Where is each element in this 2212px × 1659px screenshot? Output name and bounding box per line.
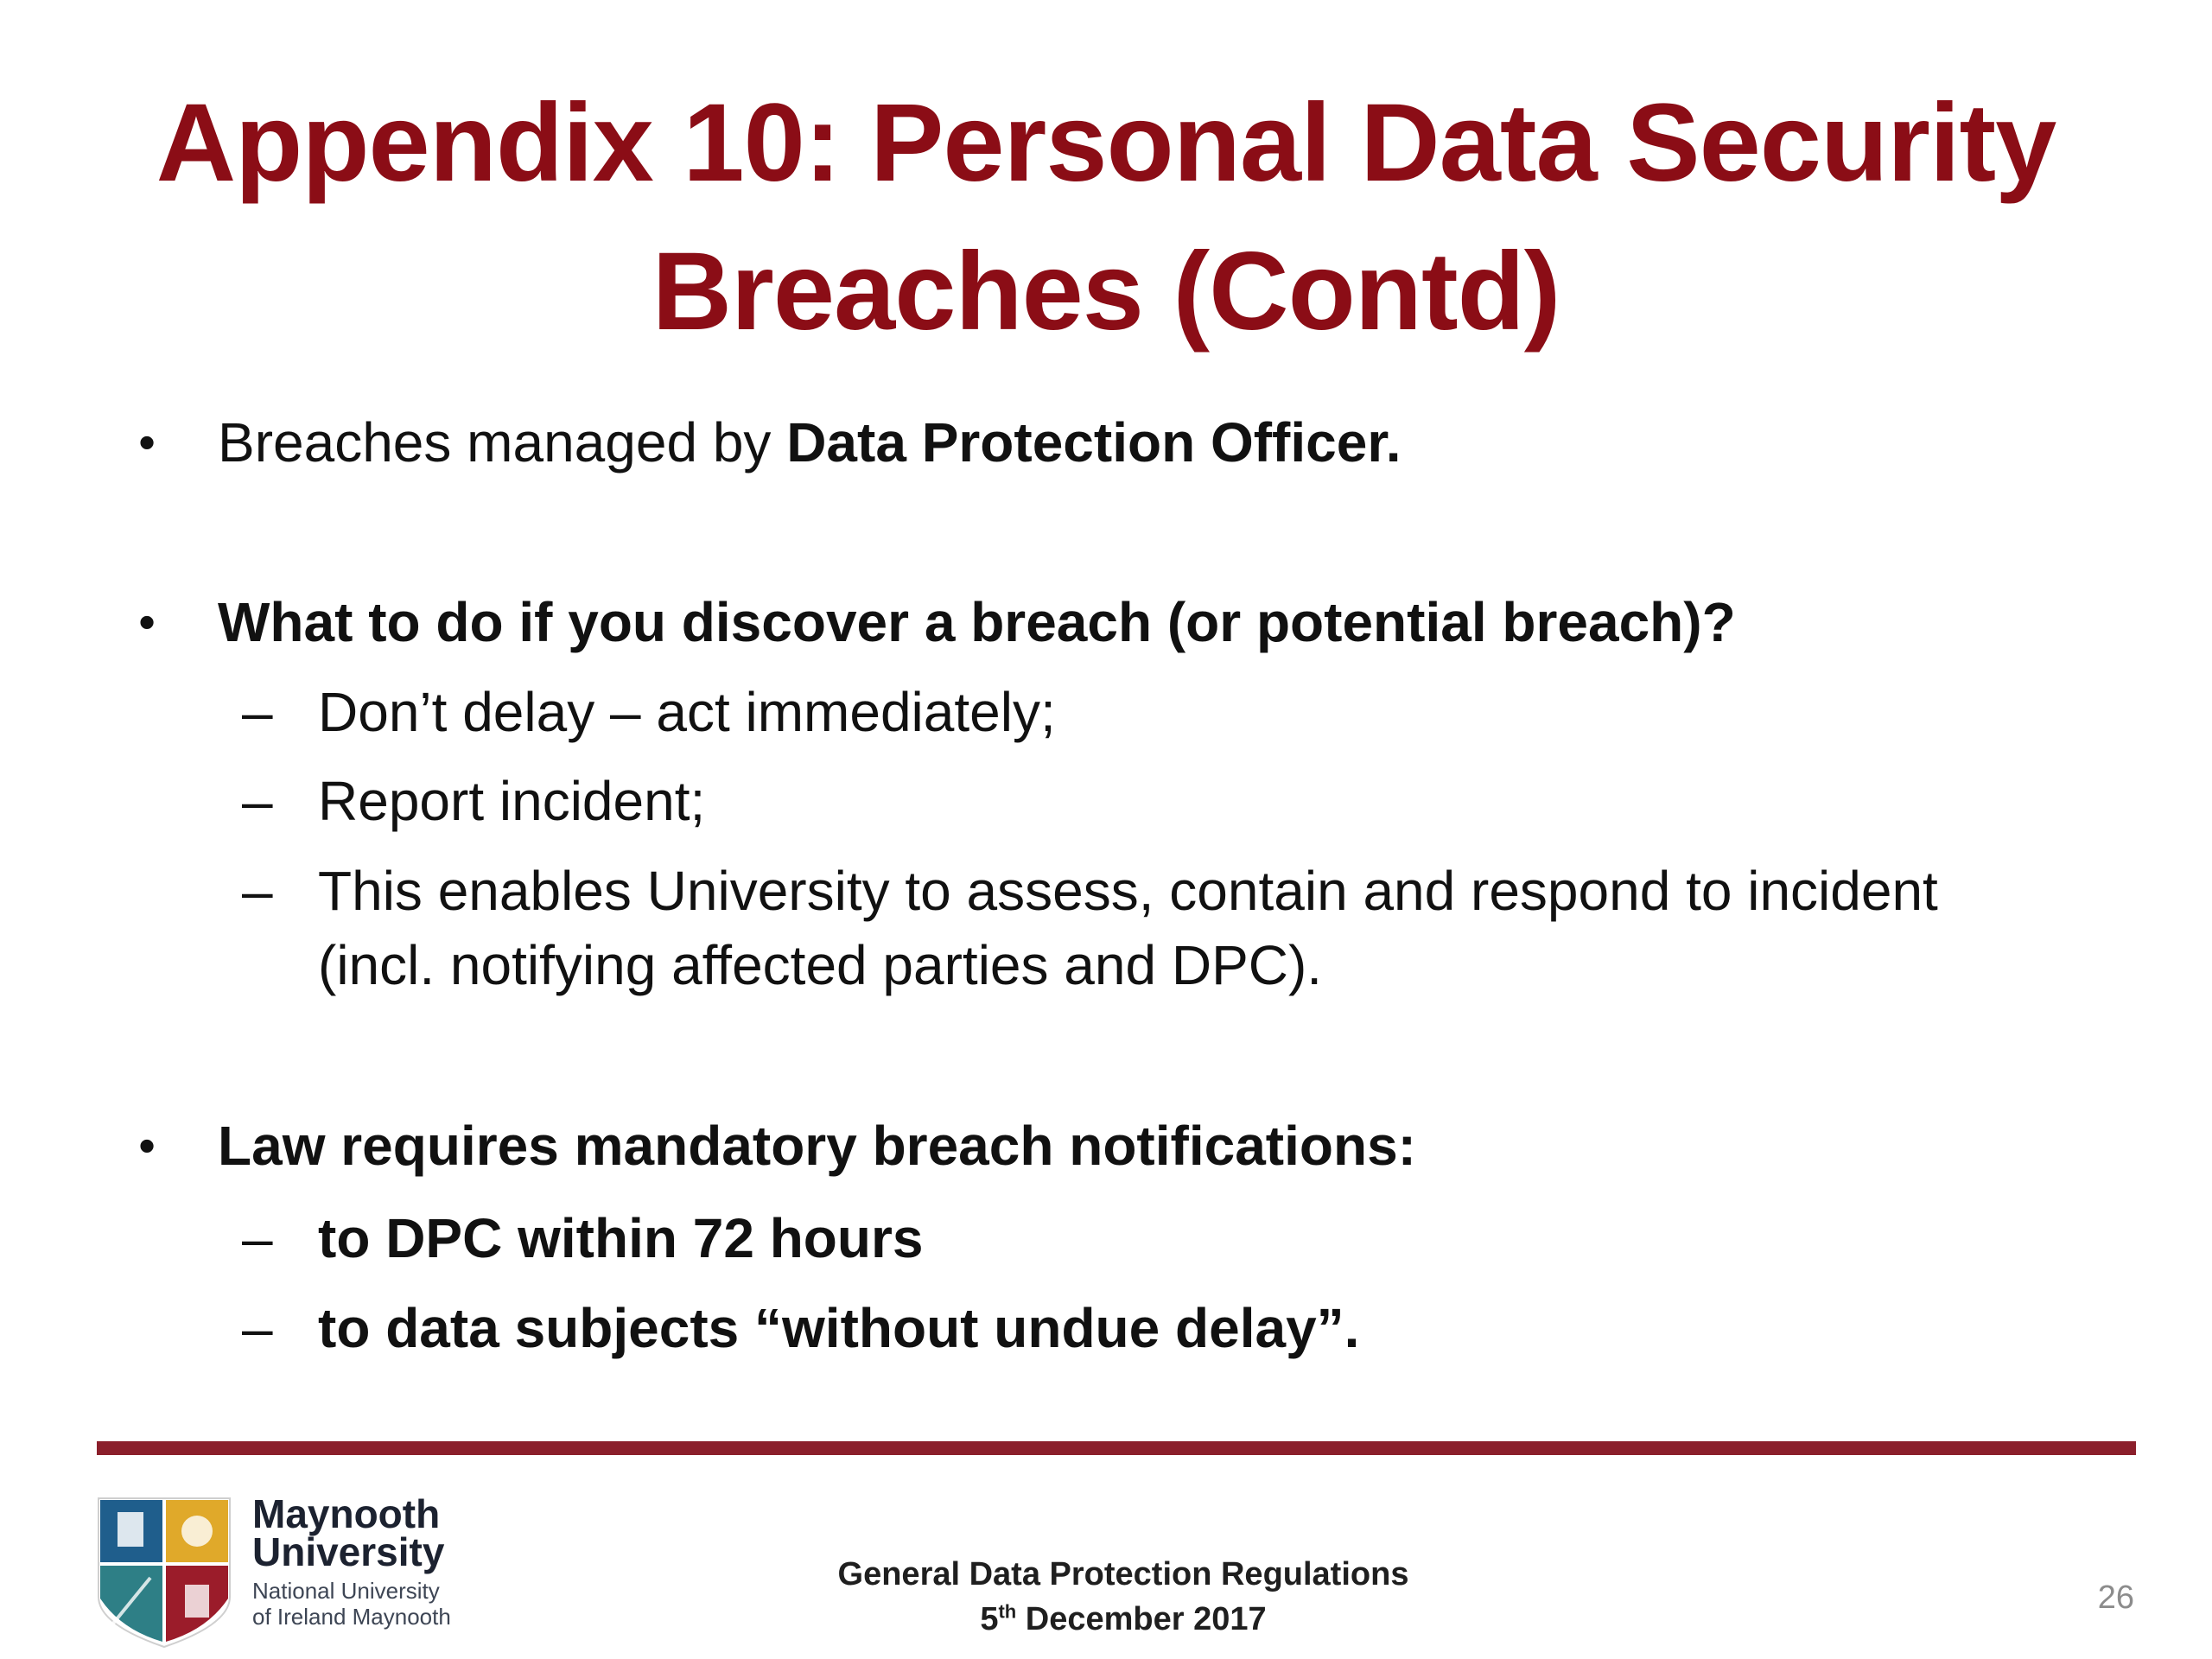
footer-rule: [97, 1441, 2136, 1455]
title-line-2: Breaches (Contd): [652, 230, 1560, 353]
bullet-text-normal: Breaches managed by: [218, 411, 787, 474]
page-number: 26: [2097, 1580, 2134, 1616]
bullet-text: Law requires mandatory breach notifications:: [218, 1115, 1416, 1177]
sub-marker: –: [242, 1297, 273, 1359]
shield-crest-icon: [95, 1495, 233, 1650]
bullet-text: [218, 408, 1401, 477]
footer-date: [760, 1597, 1486, 1642]
logo-subtitle-line-1: National University: [252, 1578, 440, 1604]
logo-name: [252, 1491, 445, 1574]
footer-date-suffix: th: [998, 1600, 1017, 1623]
footer-date-rest: December 2017: [1016, 1601, 1267, 1637]
logo-name-line-2: University: [252, 1529, 445, 1574]
logo-name-line-1: Maynooth: [252, 1491, 441, 1536]
university-logo: [95, 1491, 458, 1650]
sub-text: to data subjects “without undue delay”.: [318, 1297, 1360, 1359]
footer-text: [760, 1552, 1486, 1642]
sub-text: Don’t delay – act immediately;: [318, 681, 1056, 743]
sub-marker: –: [242, 860, 273, 922]
bullet-marker: •: [138, 415, 156, 469]
sub-text-line-2: (incl. notifying affected parties and DPC).: [318, 934, 1323, 996]
sub-text: Report incident;: [318, 770, 706, 832]
slide-title: [0, 69, 2212, 366]
logo-subtitle-line-2: of Ireland Maynooth: [252, 1604, 451, 1630]
bullet-marker: •: [138, 1118, 156, 1173]
footer-title: General Data Protection Regulations: [837, 1556, 1409, 1592]
footer-date-day: 5: [980, 1601, 999, 1637]
title-line-1: Appendix 10: Personal Data Security: [156, 81, 2056, 205]
bullet-text: What to do if you discover a breach (or potential breach)?: [218, 591, 1736, 653]
sub-marker: –: [242, 1207, 273, 1269]
bullet-marker: •: [138, 594, 156, 649]
sub-marker: –: [242, 770, 273, 832]
sub-text: to DPC within 72 hours: [318, 1207, 924, 1269]
logo-subtitle: [252, 1578, 451, 1630]
bullet-text-bold: Data Protection Officer.: [786, 411, 1402, 474]
sub-text-line-1: This enables University to assess, contain and respond to incident: [318, 860, 1938, 922]
sub-marker: –: [242, 681, 273, 743]
